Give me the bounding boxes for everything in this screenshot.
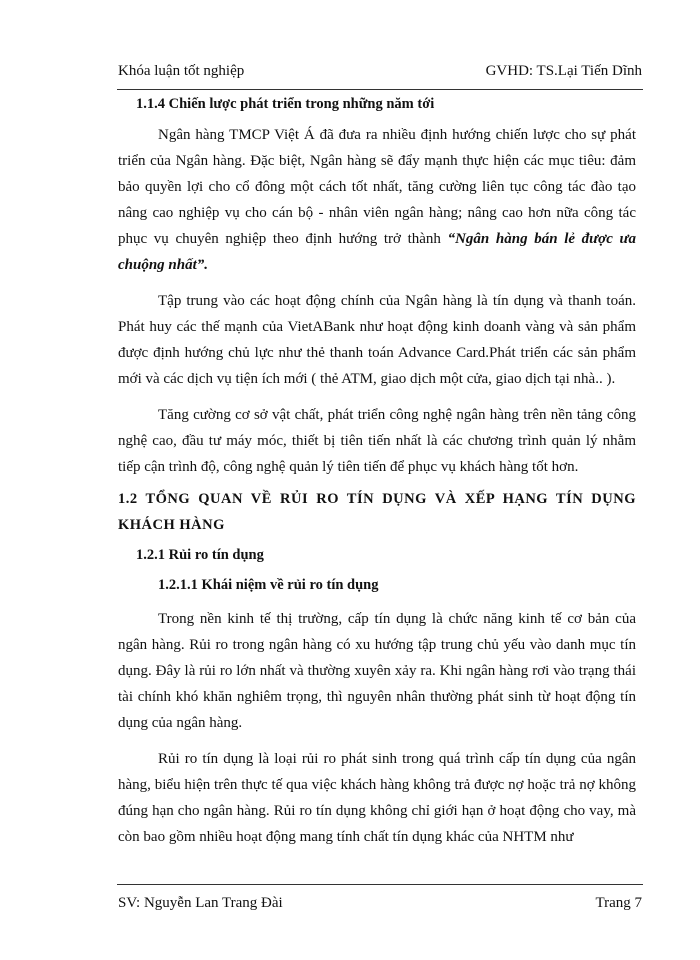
paragraph-strategy [118,122,636,278]
heading-1-2-1: 1.2.1 Rủi ro tín dụng [136,547,264,563]
header-left: Khóa luận tốt nghiệp [118,63,245,79]
page-header [118,63,642,80]
page-content [118,94,636,850]
paragraph-strategy-text: Ngân hàng TMCP Việt Á đã đưa ra nhiều định hướng chiến lược cho sự phát triển của Ngân hàng. Đặc biệt, Ngân hàng sẽ đẩy mạnh thực hiện các mục tiêu: đảm bảo quyền lợi cho cổ đông một cách tốt nhất, tăng cường liên tục công tác đào tạo nâng cao nghiệp vụ cho cán bộ - nhân viên ngân hàng; nâng cao hơn nữa công tác phục vụ chuyên nghiệp theo định hướng trở thành [118,127,636,247]
footer-rule [117,884,643,885]
paragraph-credit-risk: Rủi ro tín dụng là loại rủi ro phát sinh trong quá trình cấp tín dụng của ngân hàng, biểu hiện trên thực tế qua việc khách hàng không trả được nợ hoặc trả nợ không đúng hạn cho ngân hàng. Rủi ro tín dụng không chỉ giới hạn ở hoạt động cho vay, mà còn bao gồm nhiều hoạt động mang tính chất tín dụng khác của NHTM như [118,751,636,845]
paragraph-focus: Tập trung vào các hoạt động chính của Ngân hàng là tín dụng và thanh toán. Phát huy các thế mạnh của VietABank như hoạt động kinh doanh vàng và sản phẩm được định hướng chủ lực như thẻ thanh toán Advance Card.Phát triển các sản phẩm mới và các dịch vụ tiện ích mới ( thẻ ATM, giao dịch một cửa, giao dịch tại nhà.. ). [118,293,636,387]
paragraph-credit-concept: Trong nền kinh tế thị trường, cấp tín dụng là chức năng kinh tế cơ bản của ngân hàng. Rủi ro trong ngân hàng có xu hướng tập trung chủ yếu vào danh mục tín dụng. Đây là rủi ro lớn nhất và thường xuyên xảy ra. Khi ngân hàng rơi vào trạng thái tài chính khó khăn nghiêm trọng, thì nguyên nhân thường phát sinh từ hoạt động tín dụng của ngân hàng. [118,611,636,731]
heading-1-2: 1.2 TỔNG QUAN VỀ RỦI RO TÍN DỤNG VÀ XẾP HẠNG TÍN DỤNG KHÁCH HÀNG [118,491,636,533]
header-right: GVHD: TS.Lại Tiến Dĩnh [485,63,642,79]
page-footer [118,895,642,912]
page-number: Trang 7 [595,895,642,911]
header-rule [117,89,643,90]
footer-left: SV: Nguyễn Lan Trang Đài [118,895,283,911]
paragraph-strategy-emphasis: “Ngân hàng bán lẻ được ưa chuộng nhất”. [118,231,636,273]
heading-1-2-1-1: 1.2.1.1 Khái niệm về rủi ro tín dụng [158,577,379,593]
paragraph-infrastructure: Tăng cường cơ sở vật chất, phát triển công nghệ ngân hàng trên nền tảng công nghệ cao, đầu tư máy móc, thiết bị tiên tiến nhất là các chương trình quản lý nhằm tiếp cận trình độ, công nghệ quản lý tiên tiến để phục vụ khách hàng tốt hơn. [118,407,636,475]
heading-1-1-4: 1.1.4 Chiến lược phát triển trong những năm tới [136,96,435,112]
